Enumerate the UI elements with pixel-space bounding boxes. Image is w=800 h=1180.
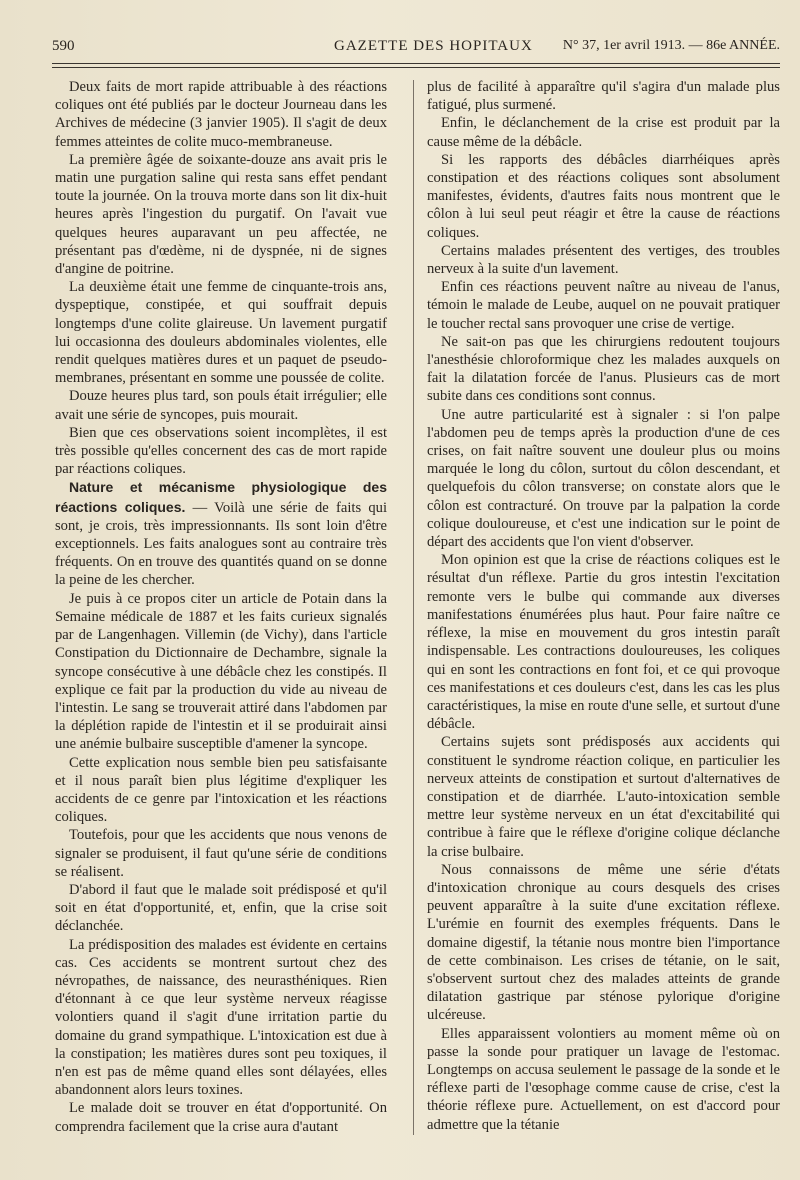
paragraph: Ne sait-on pas que les chirurgiens redoutent toujours l'anesthésie chloroformique chez les malades auxquels on fait la dilatation forcée de l'anus. Plusieurs cas de mort subite dans ces conditions sont connus. xyxy=(427,333,780,405)
header-rule xyxy=(52,63,780,64)
paragraph: La première âgée de soixante-douze ans avait pris le matin une purgation saline qui resta sans effet pendant toute la journée. On la trouva morte dans son lit dix-huit heures après l'ingestion du purgatif. On l'avait vue quelques heures auparavant un peu affectée, ne présentant pas d'œdème, ni de dyspnée, ni de signes d'angine de poitrine. xyxy=(55,151,387,278)
left-column xyxy=(55,78,387,1136)
page-number: 590 xyxy=(52,38,75,54)
paragraph: Une autre particularité est à signaler : si l'on palpe l'abdomen peu de temps après la production d'une de ces crises, on fait naître souvent une douleur plus ou moins marquée le long du côlon, surtout du côlon descendant, et quelquefois du côlon transverse; on constate alors que le côlon est contracturé. On trouve par la palpation la corde colique douloureuse, et c'est une indication sur le point de départ des accidents que l'on vient d'observer. xyxy=(427,406,780,551)
paragraph: Certains malades présentent des vertiges, des troubles nerveux à la suite d'un lavement. xyxy=(427,242,780,278)
paragraph: Douze heures plus tard, son pouls était irrégulier; elle avait une série de syncopes, puis mourait. xyxy=(55,388,387,423)
paragraph: Certains sujets sont prédisposés aux accidents qui constituent le syndrome réaction colique, en particulier les nerveux atteints de constipation et surtout d'alternatives de constipation et de diarrhée. L'auto-intoxication semble mettre leur système nerveux en un état d'excitabilité qui contribue à faire que le réflexe d'origine colique déclanche la crise bulbaire. xyxy=(427,734,780,860)
column-divider xyxy=(413,80,414,1135)
section-paragraph xyxy=(55,478,387,589)
paragraph: plus de facilité à apparaître qu'il s'agira d'un malade plus fatigué, plus surmené. xyxy=(427,79,780,114)
journal-title: GAZETTE DES HOPITAUX xyxy=(334,38,533,54)
issue-info: N° 37, 1er avril 1913. — 86e ANNÉE. xyxy=(562,38,780,53)
section-text: — Voilà une série de faits qui sont, je crois, très impressionnants. Ils sont loin d'être exceptionnels. Les faits analogues sont au contraire très fréquents. On en trouve des quantités quand on se donne la peine de les chercher. xyxy=(55,499,388,589)
section-title: Nature et mécanisme physiologique des réactions coliques. xyxy=(55,479,387,515)
paragraph: Je puis à ce propos citer un article de Potain dans la Semaine médicale de 1887 et les faits curieux signalés par de Langenhagen. Villemin (de Vichy), dans l'article Constipation du Dictionnaire de Dechambre, signale la syncope consécutive à une débâcle chez les constipés. Il explique ce fait par la production du vide au niveau de l'intestin. Le sang se trouverait attiré dans l'abdomen par la déplétion rapide de l'intestin et il se produirait ainsi une anémie bulbaire susceptible d'amener la syncope. xyxy=(55,590,387,753)
header-rule-thin xyxy=(52,67,780,68)
paragraph: Le malade doit se trouver en état d'opportunité. On comprendra facilement que la crise aura d'autant xyxy=(55,1100,387,1135)
page-header xyxy=(52,36,780,58)
paragraph: Enfin ces réactions peuvent naître au niveau de l'anus, témoin le malade de Leube, auquel on ne pouvait pratiquer le toucher rectal sans provoquer une crise de vertige. xyxy=(427,279,780,332)
paragraph: Elles apparaissent volontiers au moment même où on passe la sonde pour pratiquer un lavage de l'estomac. Longtemps on accusa seulement le passage de la sonde et le réflexe parti de l'œsophage comme cause de crise, c'est la théorie réflexe pure. Actuellement, on est d'accord pour admettre que la tétanie xyxy=(427,1025,780,1133)
paragraph: Nous connaissons de même une série d'états d'intoxication chronique au cours desquels des crises peuvent apparaître à la suite d'une excitation réflexe. L'urémie en fournit des exemples fréquents. Dans le domaine digestif, la tétanie nous montre bien l'importance de cette combinaison. Les crises de tétanie, on le sait, s'observent surtout chez des malades atteints de grande dilatation gastrique par sténose pylorique d'origine ulcéreuse. xyxy=(427,861,780,1024)
paragraph: D'abord il faut que le malade soit prédisposé et qu'il soit en état d'opportunité, et, enfin, que la crise soit déclanchée. xyxy=(55,881,387,935)
right-column xyxy=(427,78,780,1134)
paragraph: Toutefois, pour que les accidents que nous venons de signaler se produisent, il faut qu'une série de conditions se réalisent. xyxy=(55,827,387,880)
paragraph: La deuxième était une femme de cinquante-trois ans, dyspeptique, constipée, et qui souffrait depuis longtemps d'une colite glaireuse. Un lavement purgatif lui occasionna des douleurs abdominales violentes, elle rendit quelques matières dures et un paquet de pseudo-membranes, présentant en somme une poussée de colite. xyxy=(55,279,387,387)
paragraph: Bien que ces observations soient incomplètes, il est très possible qu'elles concernent des cas de mort rapide par réactions coliques. xyxy=(55,424,387,478)
paragraph: Si les rapports des débâcles diarrhéiques après constipation et des réactions coliques sont absolument manifestes, évidents, d'autres faits nous montrent que le côlon à lui seul peut réagir et être la cause de réactions coliques. xyxy=(427,151,780,241)
paragraph: Cette explication nous semble bien peu satisfaisante et il nous paraît bien plus légitime d'expliquer les accidents de ce genre par l'intoxication et les réactions coliques. xyxy=(55,754,387,826)
paragraph: Deux faits de mort rapide attribuable à des réactions coliques ont été publiés par le docteur Journeau dans les Archives de médecine (3 janvier 1905). Il s'agit de deux femmes atteintes de colite muco-membraneuse. xyxy=(55,79,387,150)
paragraph: La prédisposition des malades est évidente en certains cas. Ces accidents se montrent surtout chez des névropathes, de naissance, des neurasthéniques. Rien d'étonnant à ce que leur système nerveux réagisse volontiers quand il s'agit d'une irritation partie du domaine du grand sympathique. L'intoxication est due à la constipation; les matières dures sont peu toxiques, il n'en est pas de même quand elles sont délayées, elles abandonnent alors leurs toxines. xyxy=(55,936,387,1099)
paragraph: Mon opinion est que la crise de réactions coliques est le résultat d'un réflexe. Partie du gros intestin l'excitation remonte vers le bulbe qui commande aux diverses manifestations énumérées plus haut. Pour faire naître ce réflexe, la mise en mouvement du gros intestin paraît indispensable. Les contractions douloureuses, les coliques qui en sont les contractions en font foi, et ce qui provoque ces manifestations et ces douleurs c'est, dans les cas les plus caractéristiques, la mise en route d'une selle, et surtout d'une débâcle. xyxy=(427,552,780,733)
paragraph: Enfin, le déclanchement de la crise est produit par la cause même de la débâcle. xyxy=(427,115,780,150)
